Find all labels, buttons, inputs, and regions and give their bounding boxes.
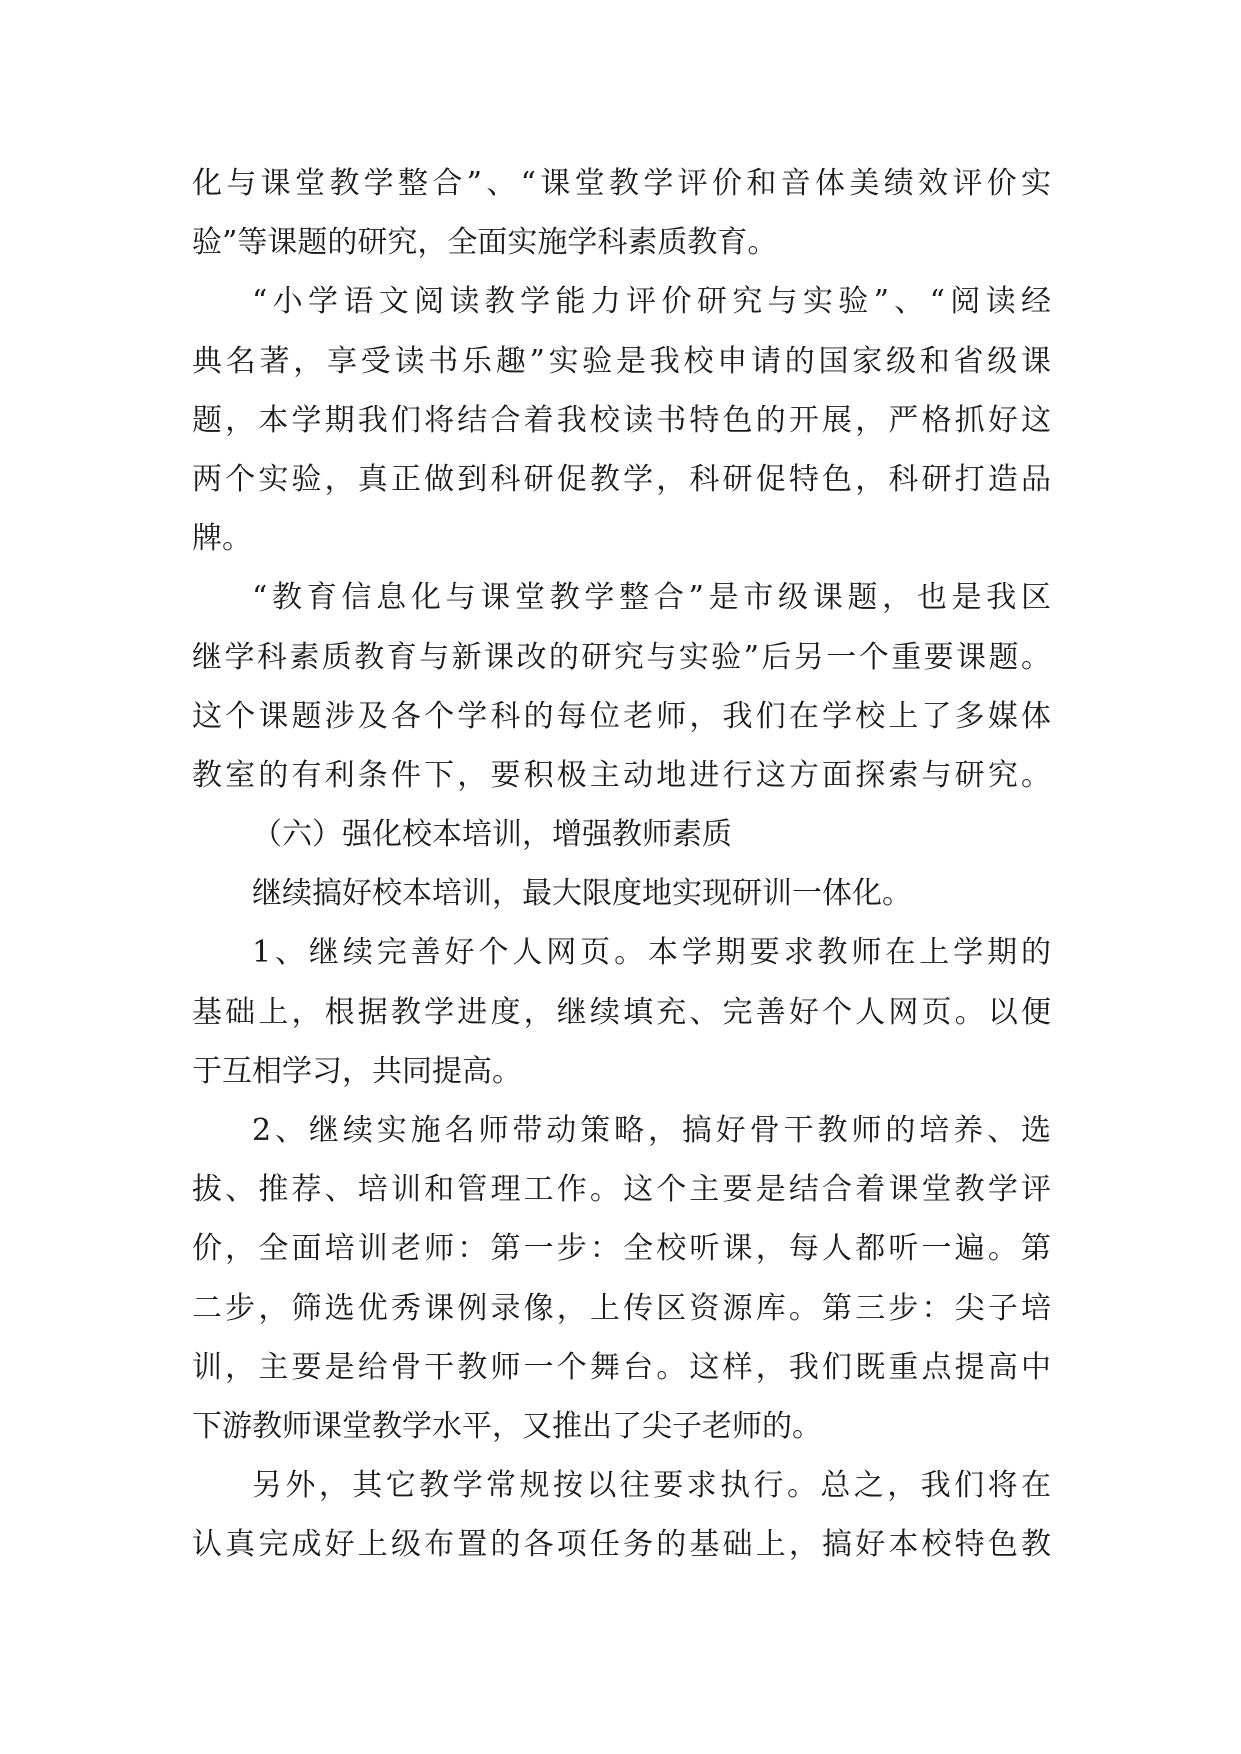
text-line: 二步，筛选优秀课例录像，上传区资源库。第三步：尖子培 [192,1290,1051,1326]
paragraph [192,568,1051,805]
paragraph [192,1456,1051,1574]
text-line: 两个实验，真正做到科研促教学，科研促特色，科研打造品 [192,461,1051,497]
text-line: 题，本学期我们将结合着我校读书特色的开展，严格抓好这 [192,402,1051,438]
text-line: “小学语文阅读教学能力评价研究与实验”、“阅读经 [252,284,1051,320]
text-line: 牌。 [192,521,252,557]
text-line: 认真完成好上级布置的各项任务的基础上，搞好本校特色教 [192,1527,1051,1563]
text-line: 2、继续实施名师带动策略，搞好骨干教师的培养、选 [252,1113,1051,1148]
text-line: 另外，其它教学常规按以往要求执行。总之，我们将在 [252,1468,1051,1504]
text-line: （六）强化校本培训，增强教师素质 [252,817,732,853]
text-line: 下游教师课堂教学水平，又推出了尖子老师的。 [192,1408,822,1444]
text-line: 继学科素质教育与新课改的研究与实验”后另一个重要课题。 [192,639,1051,675]
text-line: 价，全面培训老师：第一步：全校听课，每人都听一遍。第 [192,1231,1051,1267]
text-line: 教室的有利条件下，要积极主动地进行这方面探索与研究。 [192,757,1051,793]
text-line: 拔、推荐、培训和管理工作。这个主要是结合着课堂教学评 [192,1172,1051,1208]
text-line: 典名著，享受读书乐趣”实验是我校申请的国家级和省级课 [192,343,1051,379]
paragraph [192,864,1051,923]
paragraph [192,1101,1051,1456]
paragraph [192,272,1051,568]
text-line: 这个课题涉及各个学科的每位老师，我们在学校上了多媒体 [192,698,1051,734]
section-heading [192,805,1051,864]
text-line: 于互相学习，共同提高。 [192,1053,522,1089]
text-line: 基础上，根据教学进度，继续填充、完善好个人网页。以便 [192,994,1051,1030]
text-line: 继续搞好校本培训，最大限度地实现研训一体化。 [252,876,912,912]
body-text [192,154,1051,1575]
text-line: 验”等课题的研究，全面实施学科素质教育。 [192,225,778,261]
text-line: 训，主要是给骨干教师一个舞台。这样，我们既重点提高中 [192,1349,1051,1385]
text-line: “教育信息化与课堂教学整合”是市级课题，也是我区 [252,580,1051,616]
text-line: 1、继续完善好个人网页。本学期要求教师在上学期的 [252,935,1051,971]
paragraph [192,923,1051,1101]
text-line: 化与课堂教学整合”、“课堂教学评价和音体美绩效评价实 [192,166,1051,201]
paragraph [192,154,1051,272]
